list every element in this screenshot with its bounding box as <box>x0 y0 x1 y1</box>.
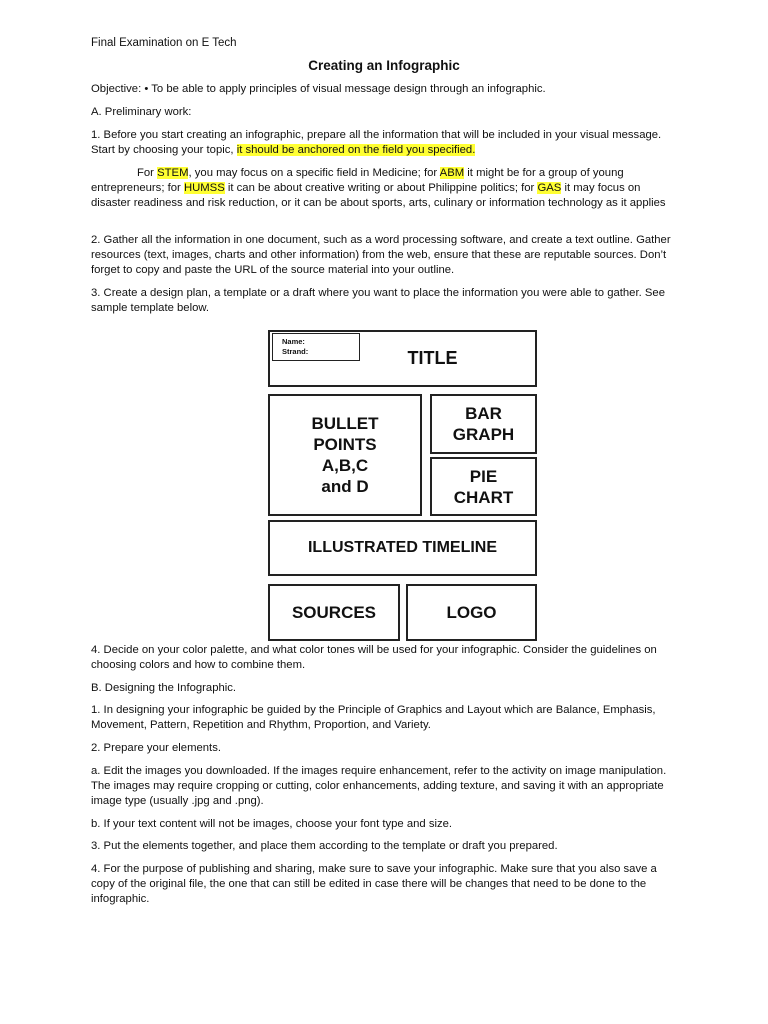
keyword-abm: ABM <box>439 167 465 179</box>
section-a-item-4: 4. Decide on your color palette, and what color tones will be used for your infographic. Consider the guidelines on choosing colors and how to combine them. <box>91 644 657 671</box>
section-b-item-1: 1. In designing your infographic be guided by the Principle of Graphics and Layout which are Balance, Emphasis, Movement, Pattern, Repetition and Rhythm, Proportion, and Variety. <box>91 704 656 731</box>
keyword-stem: STEM <box>157 167 189 179</box>
bullet-line-1: BULLET <box>311 414 379 433</box>
para-text: For <box>137 167 154 179</box>
template-title-label: TITLE <box>407 348 458 368</box>
bar-line-1: BAR <box>465 404 502 423</box>
para-text: it may focus on disaster readiness and risk reduction, or it can be about sports, arts, culinary or information technology as it applies <box>91 182 666 209</box>
section-a-heading: A. Preliminary work: <box>91 106 192 118</box>
section-b-item-4: 4. For the purpose of publishing and sharing, make sure to save your infographic. Make sure that you also save a copy of the original file, the one that can still be edited in case there will be changes that need to be done to the infographic. <box>91 863 657 905</box>
logo-label: LOGO <box>446 602 497 622</box>
pie-line-2: CHART <box>453 487 514 507</box>
section-b-item-a: a. Edit the images you downloaded. If the images require enhancement, refer to the activity on image manipulation. The images may require cropping or cutting, color enhancements, adding texture, and saving it with an appropriate image type (usually .jpg and .png). <box>91 765 667 807</box>
item1-highlight: it should be anchored on the field you specified. <box>236 144 476 156</box>
strand-paragraph <box>91 166 681 211</box>
sources-label: SOURCES <box>291 602 377 622</box>
keyword-humss: HUMSS <box>183 182 225 194</box>
section-b-item-b: b. If your text content will not be images, choose your font type and size. <box>91 818 453 830</box>
bullet-line-4: and D <box>321 477 369 496</box>
bullet-line-2: POINTS <box>313 435 377 454</box>
template-pie-chart-box <box>430 457 537 516</box>
section-a-item-2: 2. Gather all the information in one document, such as a word processing software, and create a text outline. Gather resources (text, images, charts and other information) from the web, ensure that these are reputable sources. Don’t forget to copy and paste the URL of the source material into your outline. <box>91 234 671 276</box>
bar-line-2: GRAPH <box>452 425 515 444</box>
keyword-gas: GAS <box>537 182 562 194</box>
para-text: , you may focus on a specific field in Medicine; for <box>188 167 438 179</box>
section-b-heading: B. Designing the Infographic. <box>91 682 237 694</box>
section-a-item-1 <box>91 128 681 158</box>
template-timeline-box <box>268 520 537 576</box>
item1-text: 1. Before you start creating an infographic, prepare all the information that will be included in your visual message. Start by choosing your topic, <box>91 129 662 156</box>
para-text: it can be about creative writing or about Philippine politics; for <box>227 182 535 194</box>
objective-line <box>91 82 681 97</box>
template-logo-box <box>406 584 537 641</box>
page-header: Final Examination on E Tech <box>91 37 237 49</box>
template-bar-graph-box <box>430 394 537 454</box>
document-title: Creating an Infographic <box>308 58 460 73</box>
objective-text: • To be able to apply principles of visual message design through an infographic. <box>144 83 546 95</box>
template-name-box <box>272 333 360 361</box>
template-bullet-box <box>268 394 422 516</box>
para-text: it might be for a group of young entrepreneurs; for <box>91 167 624 194</box>
pie-line-1: PIE <box>469 466 498 486</box>
template-name-label: Name: <box>282 337 305 346</box>
timeline-label: ILLUSTRATED TIMELINE <box>307 539 498 556</box>
section-b-item-2: 2. Prepare your elements. <box>91 742 221 754</box>
section-b-item-3: 3. Put the elements together, and place them according to the template or draft you prepared. <box>91 840 558 852</box>
template-sources-box <box>268 584 400 641</box>
bullet-line-3: A,B,C <box>321 456 369 475</box>
objective-label: Objective: <box>91 83 142 95</box>
section-a-item-3: 3. Create a design plan, a template or a draft where you want to place the information you were able to gather. See sample template below. <box>91 287 665 314</box>
template-strand-label: Strand: <box>282 347 309 356</box>
